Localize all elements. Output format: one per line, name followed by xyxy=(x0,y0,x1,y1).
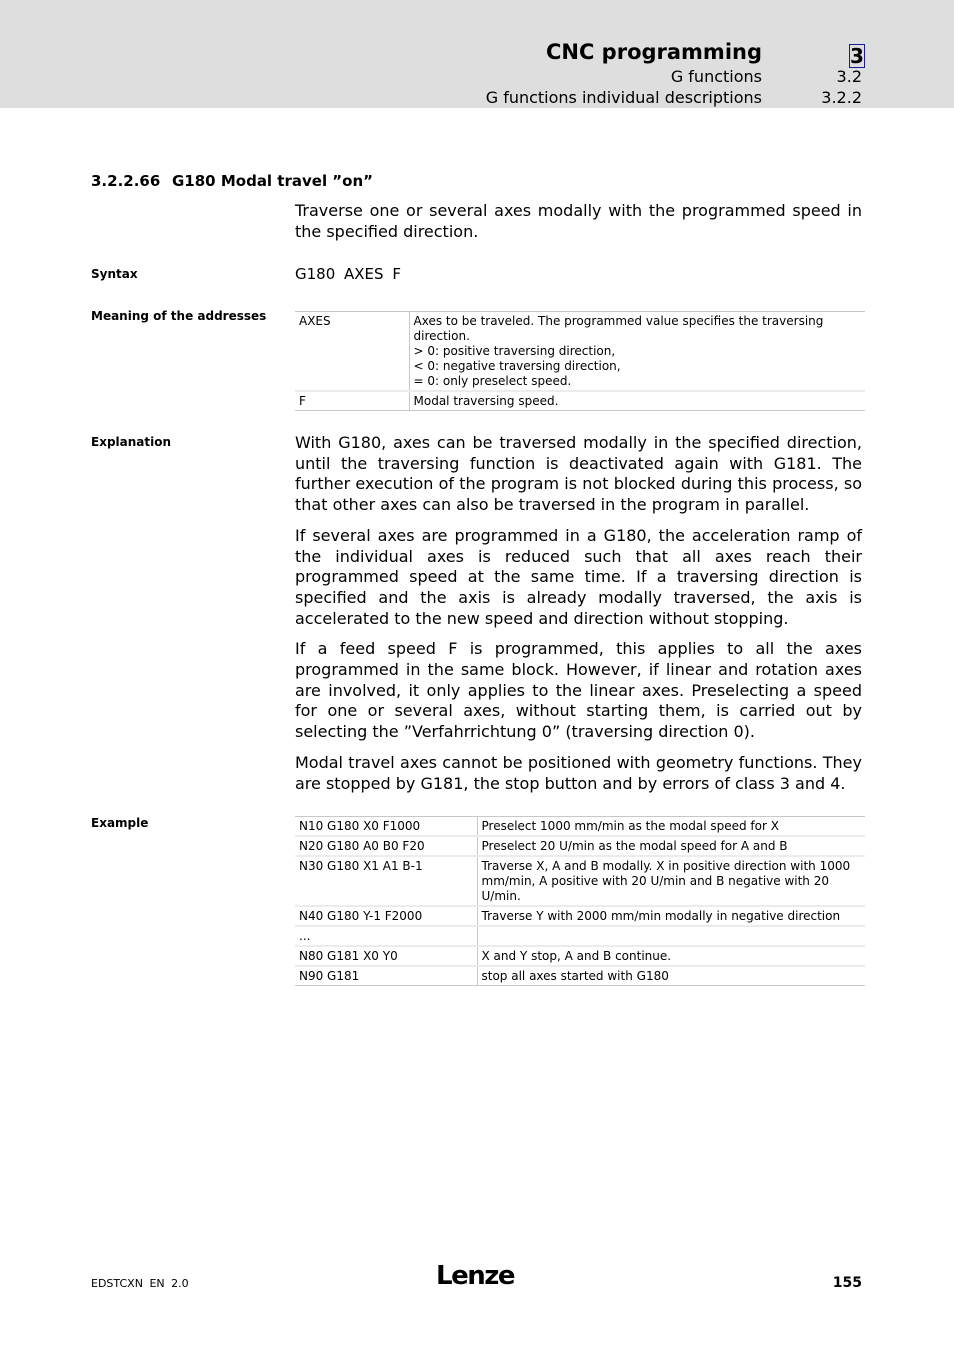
paragraph: Modal travel axes cannot be positioned with geometry functions. They are stopped by G181, the stop button and by errors of class 3 and 4. xyxy=(295,752,862,793)
label-meaning: Meaning of the addresses xyxy=(91,309,267,323)
label-syntax: Syntax xyxy=(91,267,138,281)
table-row xyxy=(295,946,865,966)
intro-paragraph: Traverse one or several axes modally with the programmed speed in the specified direction. xyxy=(295,201,862,241)
code-cell: N30 G180 X1 A1 B-1 xyxy=(295,856,477,906)
code-cell: N40 G180 Y-1 F2000 xyxy=(295,906,477,926)
heading-text: G180 Modal travel ”on” xyxy=(172,172,374,190)
desc-cell xyxy=(477,926,865,946)
desc-cell: Preselect 1000 mm/min as the modal speed for X xyxy=(477,817,865,837)
heading xyxy=(91,172,373,190)
example-table xyxy=(295,816,865,986)
paragraph: If several axes are programmed in a G180, the acceleration ramp of the individual axes is reduced such that all axes reach their programmed speed at the same time. If a traversing direction is specified and the axis is already modally traversed, the axis is accelerated to the new speed and direction without stopping. xyxy=(295,525,862,628)
code-cell: ... xyxy=(295,926,477,946)
code-cell: N90 G181 xyxy=(295,966,477,986)
desc-cell: stop all axes started with G180 xyxy=(477,966,865,986)
table-row xyxy=(295,312,865,392)
table-row xyxy=(295,966,865,986)
address-desc: Modal traversing speed. xyxy=(409,391,865,411)
heading-number: 3.2.2.66 xyxy=(91,172,161,190)
table-row xyxy=(295,926,865,946)
label-explanation: Explanation xyxy=(91,435,172,449)
footer-doc-id: EDSTCXN EN 2.0 xyxy=(91,1277,189,1290)
table-row xyxy=(295,391,865,411)
desc-cell: Preselect 20 U/min as the modal speed for A and B xyxy=(477,836,865,856)
paragraph: With G180, axes can be traversed modally in the specified direction, until the traversing function is deactivated again with G181. The further execution of the program is not blocked during this process, so that other axes can also be traversed in the program in parallel. xyxy=(295,433,862,515)
desc-cell: X and Y stop, A and B continue. xyxy=(477,946,865,966)
lenze-logo: Lenze xyxy=(436,1261,514,1291)
label-example: Example xyxy=(91,816,149,830)
subsection-number: 3.2.2 xyxy=(821,88,862,107)
code-cell: N20 G180 A0 B0 F20 xyxy=(295,836,477,856)
section-title: G functions xyxy=(670,67,762,86)
addresses-table xyxy=(295,311,865,411)
address-name: AXES xyxy=(295,312,409,392)
table-row xyxy=(295,836,865,856)
chapter-title: CNC programming xyxy=(545,40,762,64)
chapter-number-link[interactable]: 3 xyxy=(850,44,864,68)
page-number: 155 xyxy=(832,1275,862,1291)
table-row xyxy=(295,906,865,926)
desc-cell: Traverse X, A and B modally. X in positive direction with 1000 mm/min, A positive with 20 U/min and B negative with 20 U/min. xyxy=(477,856,865,906)
explanation-text xyxy=(295,433,862,804)
syntax-text: G180 AXES F xyxy=(295,265,401,283)
paragraph: If a feed speed F is programmed, this applies to all the axes programmed in the same block. However, if linear and rotation axes are involved, it only applies to the linear axes. Preselecting a speed for one or several axes, without starting them, is carried out by selecting the ”Verfahrrichtung 0” (traversing direction 0). xyxy=(295,639,862,742)
code-cell: N10 G180 X0 F1000 xyxy=(295,817,477,837)
code-cell: N80 G181 X0 Y0 xyxy=(295,946,477,966)
section-number: 3.2 xyxy=(836,67,862,86)
address-name: F xyxy=(295,391,409,411)
subsection-title: G functions individual descriptions xyxy=(485,88,762,107)
table-row xyxy=(295,817,865,837)
desc-cell: Traverse Y with 2000 mm/min modally in negative direction xyxy=(477,906,865,926)
address-desc: Axes to be traveled. The programmed value specifies the traversing direction. > 0: positive traversing direction, < 0: negative traversing direction, = 0: only preselect speed. xyxy=(409,312,865,392)
table-row xyxy=(295,856,865,906)
page-header xyxy=(0,0,954,108)
